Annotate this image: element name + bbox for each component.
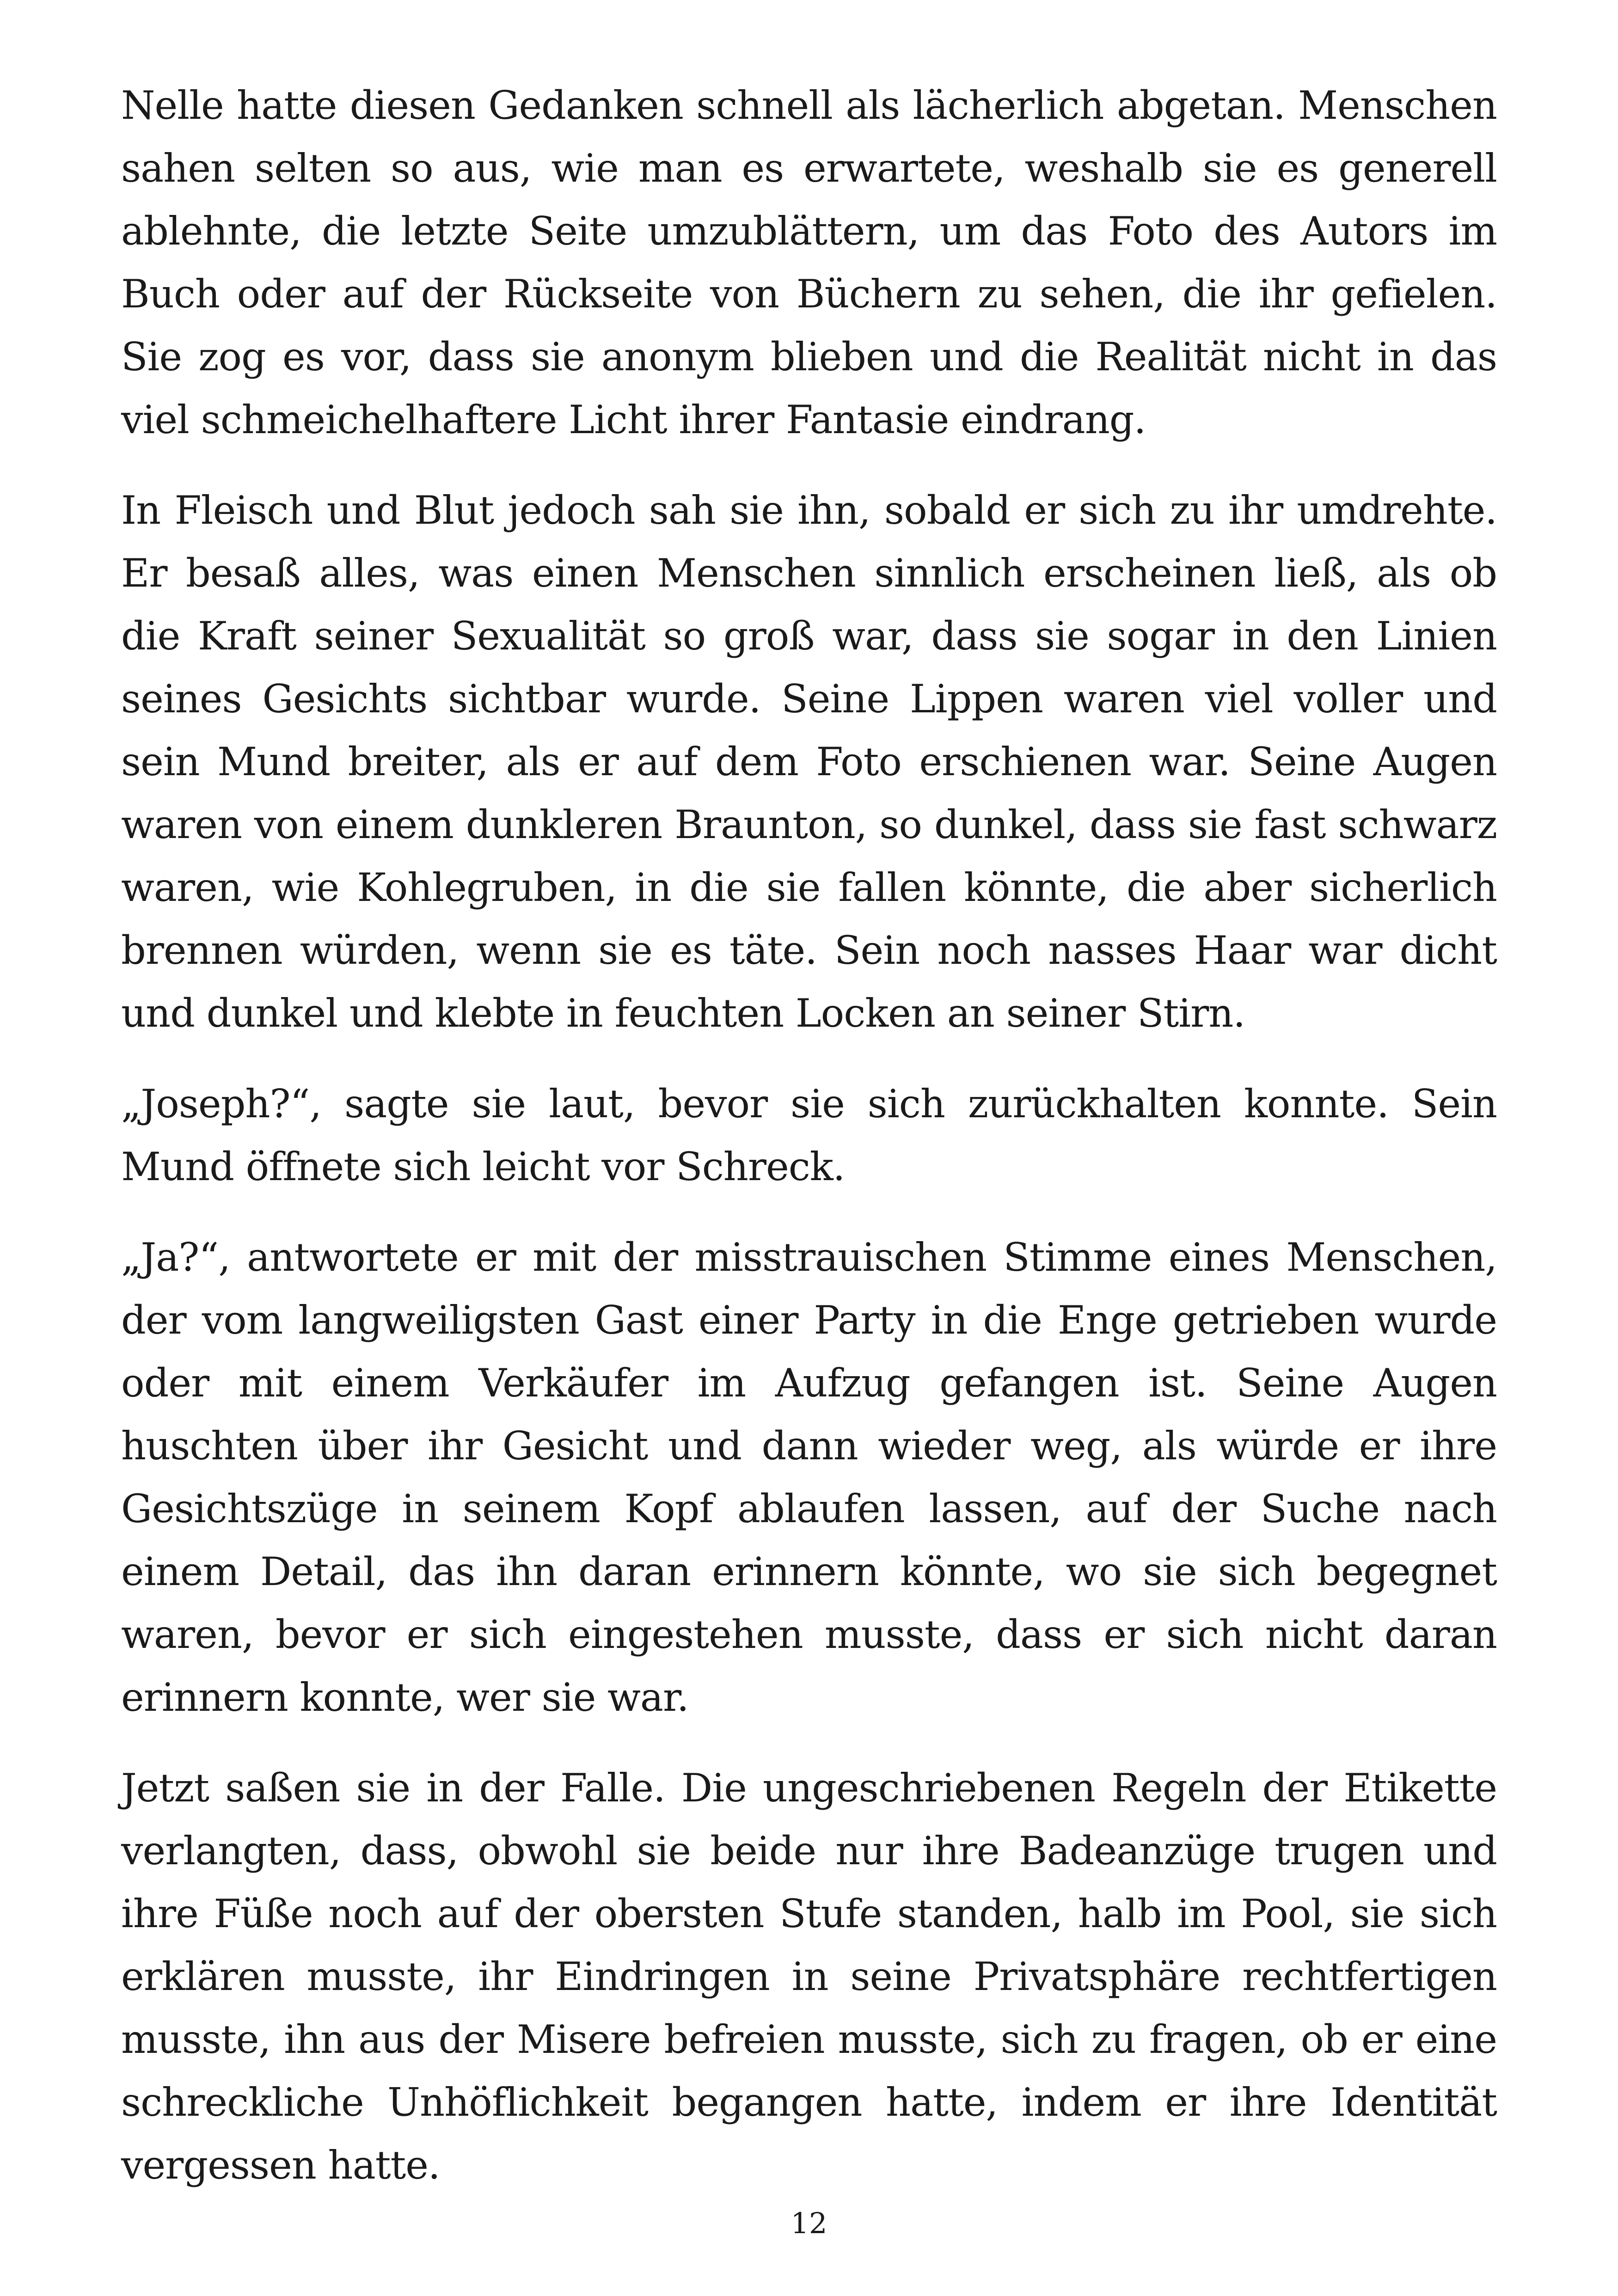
paragraph-5: Jetzt saßen sie in der Falle. Die ungeschriebenen Regeln der Etikette verlangten, dass, obwohl sie beide nur ihre Badeanzüge trugen und ihre Füße noch auf der obersten Stufe standen, halb im Pool, sie sich erklären musste, ihr Eindringen in seine Privatsphäre rechtfertigen musste, ihn aus der Misere befreien musste, sich zu fragen, ob er eine schreckliche Unhöflichkeit begangen hatte, indem er ihre Identität vergessen hatte. — [121, 1765, 1497, 2188]
paragraph-3: „Joseph?“, sagte sie laut, bevor sie sich zurückhalten konnte. Sein Mund öffnete sich leicht vor Schreck. — [121, 1081, 1497, 1189]
page-number: 12 — [791, 2206, 827, 2240]
paragraph-4: „Ja?“, antwortete er mit der misstrauischen Stimme eines Menschen, der vom langweiligsten Gast einer Party in die Enge getrieben wurde oder mit einem Verkäufer im Aufzug gefangen ist. Seine Augen huschten über ihr Gesicht und dann wieder weg, als würde er ihre Gesichtszüge in seinem Kopf ablaufen lassen, auf der Suche nach einem Detail, das ihn daran erinnern könnte, wo sie sich begegnet waren, bevor er sich eingestehen musste, dass er sich nicht daran erinnern konnte, wer sie war. — [121, 1235, 1497, 1720]
paragraph-1: Nelle hatte diesen Gedanken schnell als lächerlich abgetan. Menschen sahen selten so aus, wie man es erwartete, weshalb sie es generell ablehnte, die letzte Seite umzublättern, um das Foto des Autors im Buch oder auf der Rückseite von Büchern zu sehen, die ihr gefielen. Sie zog es vor, dass sie anonym blieben und die Realität nicht in das viel schmeichelhaftere Licht ihrer Fantasie eindrang. — [121, 83, 1497, 442]
paragraph-2: In Fleisch und Blut jedoch sah sie ihn, sobald er sich zu ihr umdrehte. Er besaß alles, was einen Menschen sinnlich erscheinen ließ, als ob die Kraft seiner Sexualität so groß war, dass sie sogar in den Linien seines Gesichts sichtbar wurde. Seine Lippen waren viel voller und sein Mund breiter, als er auf dem Foto erschienen war. Seine Augen waren von einem dunkleren Braunton, so dunkel, dass sie fast schwarz waren, wie Kohlegruben, in die sie fallen könnte, die aber sicherlich brennen würden, wenn sie es täte. Sein noch nasses Haar war dicht und dunkel und klebte in feuchten Locken an seiner Stirn. — [121, 488, 1497, 1036]
body-text — [121, 74, 1497, 2224]
